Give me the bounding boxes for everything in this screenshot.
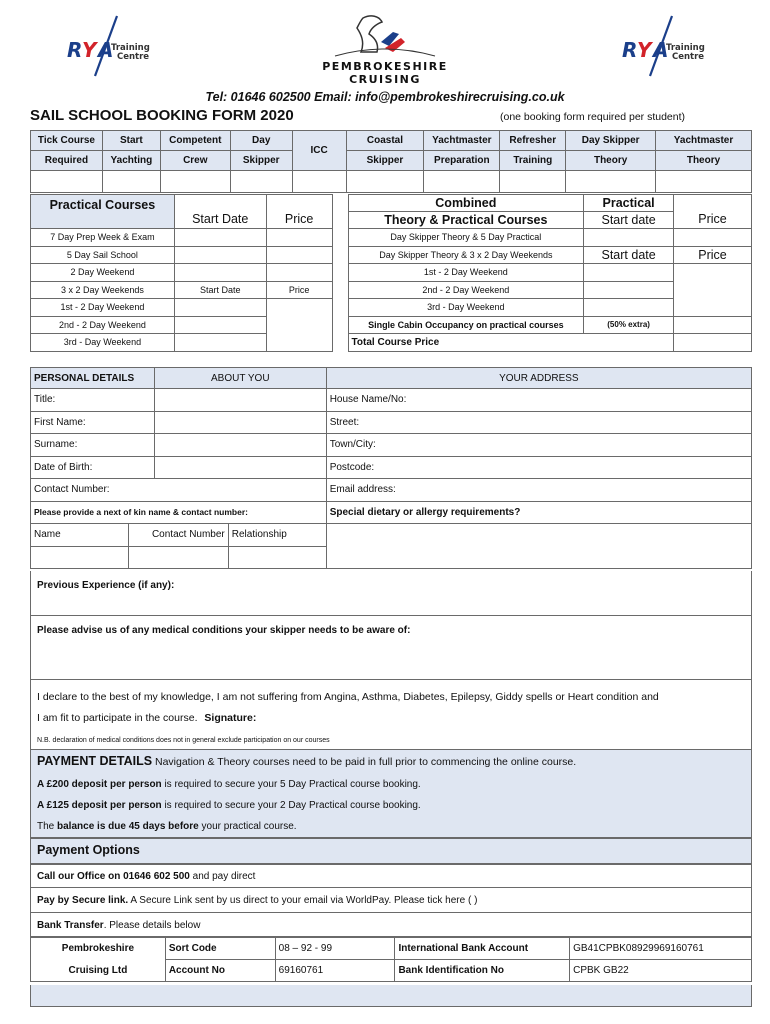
form-note: (one booking form required per student) <box>500 111 686 123</box>
next-of-kin-prompt: Please provide a next of kin name & contact number: <box>31 501 327 524</box>
contact-line: Tel: 01646 602500 Email: info@pembrokeshirecruising.co.uk <box>205 90 565 104</box>
combined-row-2nd-weekend: 2nd - 2 Day Weekend <box>348 281 584 299</box>
tick-cell-icc[interactable] <box>292 171 346 193</box>
combined-price-header: Price <box>674 195 752 229</box>
account-no-label: Account No <box>165 960 275 982</box>
pembrokeshire-cruising-name: PEMBROKESHIRE CRUISING <box>322 60 448 86</box>
svg-text:Centre: Centre <box>117 52 150 62</box>
practical-courses-title: Practical Courses <box>31 195 175 229</box>
single-cabin-price[interactable] <box>674 316 752 334</box>
contact-number-field[interactable]: Contact Number: <box>31 479 327 502</box>
secure-link-bold: Pay by Secure link. <box>37 895 129 906</box>
combined-row-3rd-weekend: 3rd - Day Weekend <box>348 299 584 317</box>
svg-text:A: A <box>653 38 669 62</box>
dietary-requirements-field[interactable] <box>326 524 751 569</box>
course-row-2nd-weekend: 2nd - 2 Day Weekend <box>31 316 175 334</box>
call-office-bold: Call our Office on 01646 602 500 <box>37 871 190 882</box>
payment-details-title: PAYMENT DETAILS <box>37 754 153 768</box>
title-field[interactable] <box>154 389 326 412</box>
sort-code-label: Sort Code <box>165 938 275 960</box>
start-date-cell[interactable] <box>174 316 266 334</box>
kin-name-field[interactable] <box>31 546 129 569</box>
deposit-200-text: is required to secure your 5 Day Practical course booking. <box>161 779 421 790</box>
first-name-field[interactable] <box>154 411 326 434</box>
kin-relationship-field[interactable] <box>228 546 326 569</box>
tick-header-yachting: Yachting <box>102 151 160 171</box>
dob-field[interactable] <box>154 456 326 479</box>
balance-bold: balance is due 45 days before <box>57 821 199 832</box>
secure-link-row[interactable] <box>30 888 752 913</box>
tick-cell-coastal-skipper[interactable] <box>346 171 424 193</box>
combined-price-cell[interactable] <box>674 264 752 317</box>
house-name-field[interactable]: House Name/No: <box>326 389 751 412</box>
rya-logo-left <box>65 14 170 84</box>
balance-pre: The <box>37 821 58 832</box>
svg-text:Centre: Centre <box>672 52 705 62</box>
svg-text:R: R <box>67 38 83 62</box>
combined-subtitle: Theory & Practical Courses <box>348 212 584 229</box>
tick-header-skipper: Skipper <box>230 151 292 171</box>
inner-start-date-label: Start Date <box>174 281 266 299</box>
footer-bar <box>30 985 752 1007</box>
combined-row-1st-weekend: 1st - 2 Day Weekend <box>348 264 584 282</box>
sort-code-value: 08 – 92 - 99 <box>275 938 395 960</box>
bic-label: Bank Identification No <box>395 960 570 982</box>
iban-value: GB41CPBK08929969160761 <box>570 938 752 960</box>
tick-header-coastal: Coastal <box>346 131 424 151</box>
single-cabin-label: Single Cabin Occupancy on practical courses <box>348 316 584 334</box>
tick-header-preparation: Preparation <box>424 151 500 171</box>
start-date-cell[interactable] <box>174 334 266 352</box>
tick-cell-yachtmaster-prep[interactable] <box>424 171 500 193</box>
kin-relationship-header: Relationship <box>228 524 326 547</box>
declaration-text-1: I declare to the best of my knowledge, I am not suffering from Angina, Asthma, Diabetes, Epilepsy, Giddy spells or Heart condition and <box>37 691 659 703</box>
combined-start-cell[interactable] <box>584 229 674 247</box>
bank-transfer-row <box>30 913 752 937</box>
rya-logo-right <box>620 14 725 84</box>
declaration-box <box>30 680 752 750</box>
previous-experience-label: Previous Experience (if any): <box>37 580 175 591</box>
tick-cell-day-skipper-theory[interactable] <box>566 171 656 193</box>
tick-cell[interactable] <box>31 171 103 193</box>
postcode-field[interactable]: Postcode: <box>326 456 751 479</box>
surname-field[interactable] <box>154 434 326 457</box>
combined-title: Combined <box>348 195 584 212</box>
price-cell[interactable] <box>266 246 332 264</box>
pembrokeshire-cruising-logo <box>285 12 485 86</box>
course-row-3x2: 3 x 2 Day Weekends <box>31 281 175 299</box>
course-row-5-day: 5 Day Sail School <box>31 246 175 264</box>
course-row-1st-weekend: 1st - 2 Day Weekend <box>31 299 175 317</box>
bank-details-table <box>30 937 752 982</box>
price-cell[interactable] <box>266 264 332 282</box>
start-date-cell[interactable] <box>174 229 266 247</box>
tick-header-tick-course: Tick Course <box>31 131 103 151</box>
course-tick-table <box>30 130 752 193</box>
tick-header-theory-2: Theory <box>656 151 752 171</box>
combined-start-cell[interactable] <box>584 299 674 317</box>
tick-cell-day-skipper[interactable] <box>230 171 292 193</box>
practical-label: Practical <box>584 195 674 212</box>
form-title: SAIL SCHOOL BOOKING FORM 2020 <box>30 107 294 124</box>
personal-details-table <box>30 367 752 569</box>
bic-value: CPBK GB22 <box>570 960 752 982</box>
about-you-header: ABOUT YOU <box>154 368 326 389</box>
declaration-text-2: I am fit to participate in the course. <box>37 712 198 724</box>
tick-header-coastal-skipper: Skipper <box>346 151 424 171</box>
svg-text:Y: Y <box>82 38 97 62</box>
tick-cell-refresher[interactable] <box>500 171 566 193</box>
bank-account-name-1: Pembrokeshire <box>31 938 166 960</box>
course-row-2-day: 2 Day Weekend <box>31 264 175 282</box>
title-label: Title: <box>31 389 155 412</box>
total-course-price-cell[interactable] <box>674 334 752 352</box>
tick-header-icc: ICC <box>292 131 346 171</box>
bank-transfer-bold: Bank Transfer <box>37 920 104 931</box>
combined-price-label: Price <box>674 246 752 264</box>
secure-link-text[interactable]: A Secure Link sent by us direct to your email via WorldPay. Please tick here ( ) <box>128 895 478 906</box>
tick-header-crew: Crew <box>160 151 230 171</box>
combined-start-date-label: Start date <box>584 246 674 264</box>
payment-options-title: Payment Options <box>37 843 140 857</box>
dietary-requirements-label: Special dietary or allergy requirements? <box>326 501 751 524</box>
previous-experience-box[interactable] <box>30 571 752 616</box>
combined-price-cell[interactable] <box>674 229 752 247</box>
call-office-row <box>30 864 752 888</box>
tick-cell-yachtmaster-theory[interactable] <box>656 171 752 193</box>
combined-row-3x2: Day Skipper Theory & 3 x 2 Day Weekends <box>348 246 584 264</box>
call-office-text: and pay direct <box>189 871 256 882</box>
tick-header-theory: Theory <box>566 151 656 171</box>
inner-price-label: Price <box>266 281 332 299</box>
tick-header-yachtmaster-theory: Yachtmaster <box>656 131 752 151</box>
column-gap <box>332 195 348 352</box>
single-cabin-extra: (50% extra) <box>584 316 674 334</box>
tick-header-day-skipper-theory: Day Skipper <box>566 131 656 151</box>
start-date-cell[interactable] <box>174 299 266 317</box>
bank-transfer-text: . Please details below <box>103 920 201 931</box>
surname-label: Surname: <box>31 434 155 457</box>
signature-label[interactable]: Signature: <box>204 712 257 724</box>
course-row-7-day: 7 Day Prep Week & Exam <box>31 229 175 247</box>
your-address-header: YOUR ADDRESS <box>326 368 751 389</box>
combined-start-cell[interactable] <box>584 281 674 299</box>
combined-row-5-day: Day Skipper Theory & 5 Day Practical <box>348 229 584 247</box>
deposit-125-text: is required to secure your 2 Day Practical course booking. <box>161 800 421 811</box>
tick-header-required: Required <box>31 151 103 171</box>
bank-account-name-2: Cruising Ltd <box>31 960 166 982</box>
town-city-field[interactable]: Town/City: <box>326 434 751 457</box>
street-field[interactable]: Street: <box>326 411 751 434</box>
course-row-3rd-weekend: 3rd - Day Weekend <box>31 334 175 352</box>
svg-text:R: R <box>622 38 638 62</box>
courses-table <box>30 194 752 352</box>
account-no-value: 69160761 <box>275 960 395 982</box>
start-date-cell[interactable] <box>174 246 266 264</box>
tick-header-training: Training <box>500 151 566 171</box>
price-cell[interactable] <box>266 229 332 247</box>
dob-label: Date of Birth: <box>31 456 155 479</box>
balance-text: your practical course. <box>198 821 297 832</box>
nb-note: N.B. declaration of medical conditions does not in general exclude participation on our courses <box>37 737 330 744</box>
payment-options-header <box>30 838 752 864</box>
practical-price-header: Price <box>266 195 332 229</box>
tick-header-refresher: Refresher <box>500 131 566 151</box>
kin-contact-header: Contact Number <box>128 524 228 547</box>
price-cell[interactable] <box>266 299 332 352</box>
tick-cell-competent-crew[interactable] <box>160 171 230 193</box>
tick-header-yachtmaster: Yachtmaster <box>424 131 500 151</box>
svg-text:Y: Y <box>637 38 652 62</box>
deposit-125-bold: A £125 deposit per person <box>37 800 162 811</box>
payment-details-box <box>30 750 752 838</box>
tick-header-day: Day <box>230 131 292 151</box>
iban-label: International Bank Account <box>395 938 570 960</box>
personal-details-header: PERSONAL DETAILS <box>31 368 155 389</box>
tick-header-competent: Competent <box>160 131 230 151</box>
combined-start-cell[interactable] <box>584 264 674 282</box>
svg-text:Training: Training <box>666 43 705 53</box>
medical-conditions-box[interactable] <box>30 616 752 680</box>
kin-contact-field[interactable] <box>128 546 228 569</box>
payment-details-note: Navigation & Theory courses need to be paid in full prior to commencing the online course. <box>152 756 577 768</box>
email-field[interactable]: Email address: <box>326 479 751 502</box>
practical-start-date-header: Start Date <box>174 195 266 229</box>
tick-header-start: Start <box>102 131 160 151</box>
start-date-cell[interactable] <box>174 264 266 282</box>
total-course-price-label: Total Course Price <box>348 334 674 352</box>
practical-start-date-label: Start date <box>584 212 674 229</box>
tick-cell-start-yachting[interactable] <box>102 171 160 193</box>
deposit-200-bold: A £200 deposit per person <box>37 779 162 790</box>
medical-conditions-label: Please advise us of any medical conditions your skipper needs to be aware of: <box>37 625 411 636</box>
rya-training-text: Training <box>111 43 150 53</box>
kin-name-header: Name <box>31 524 129 547</box>
svg-text:A: A <box>98 38 114 62</box>
first-name-label: First Name: <box>31 411 155 434</box>
